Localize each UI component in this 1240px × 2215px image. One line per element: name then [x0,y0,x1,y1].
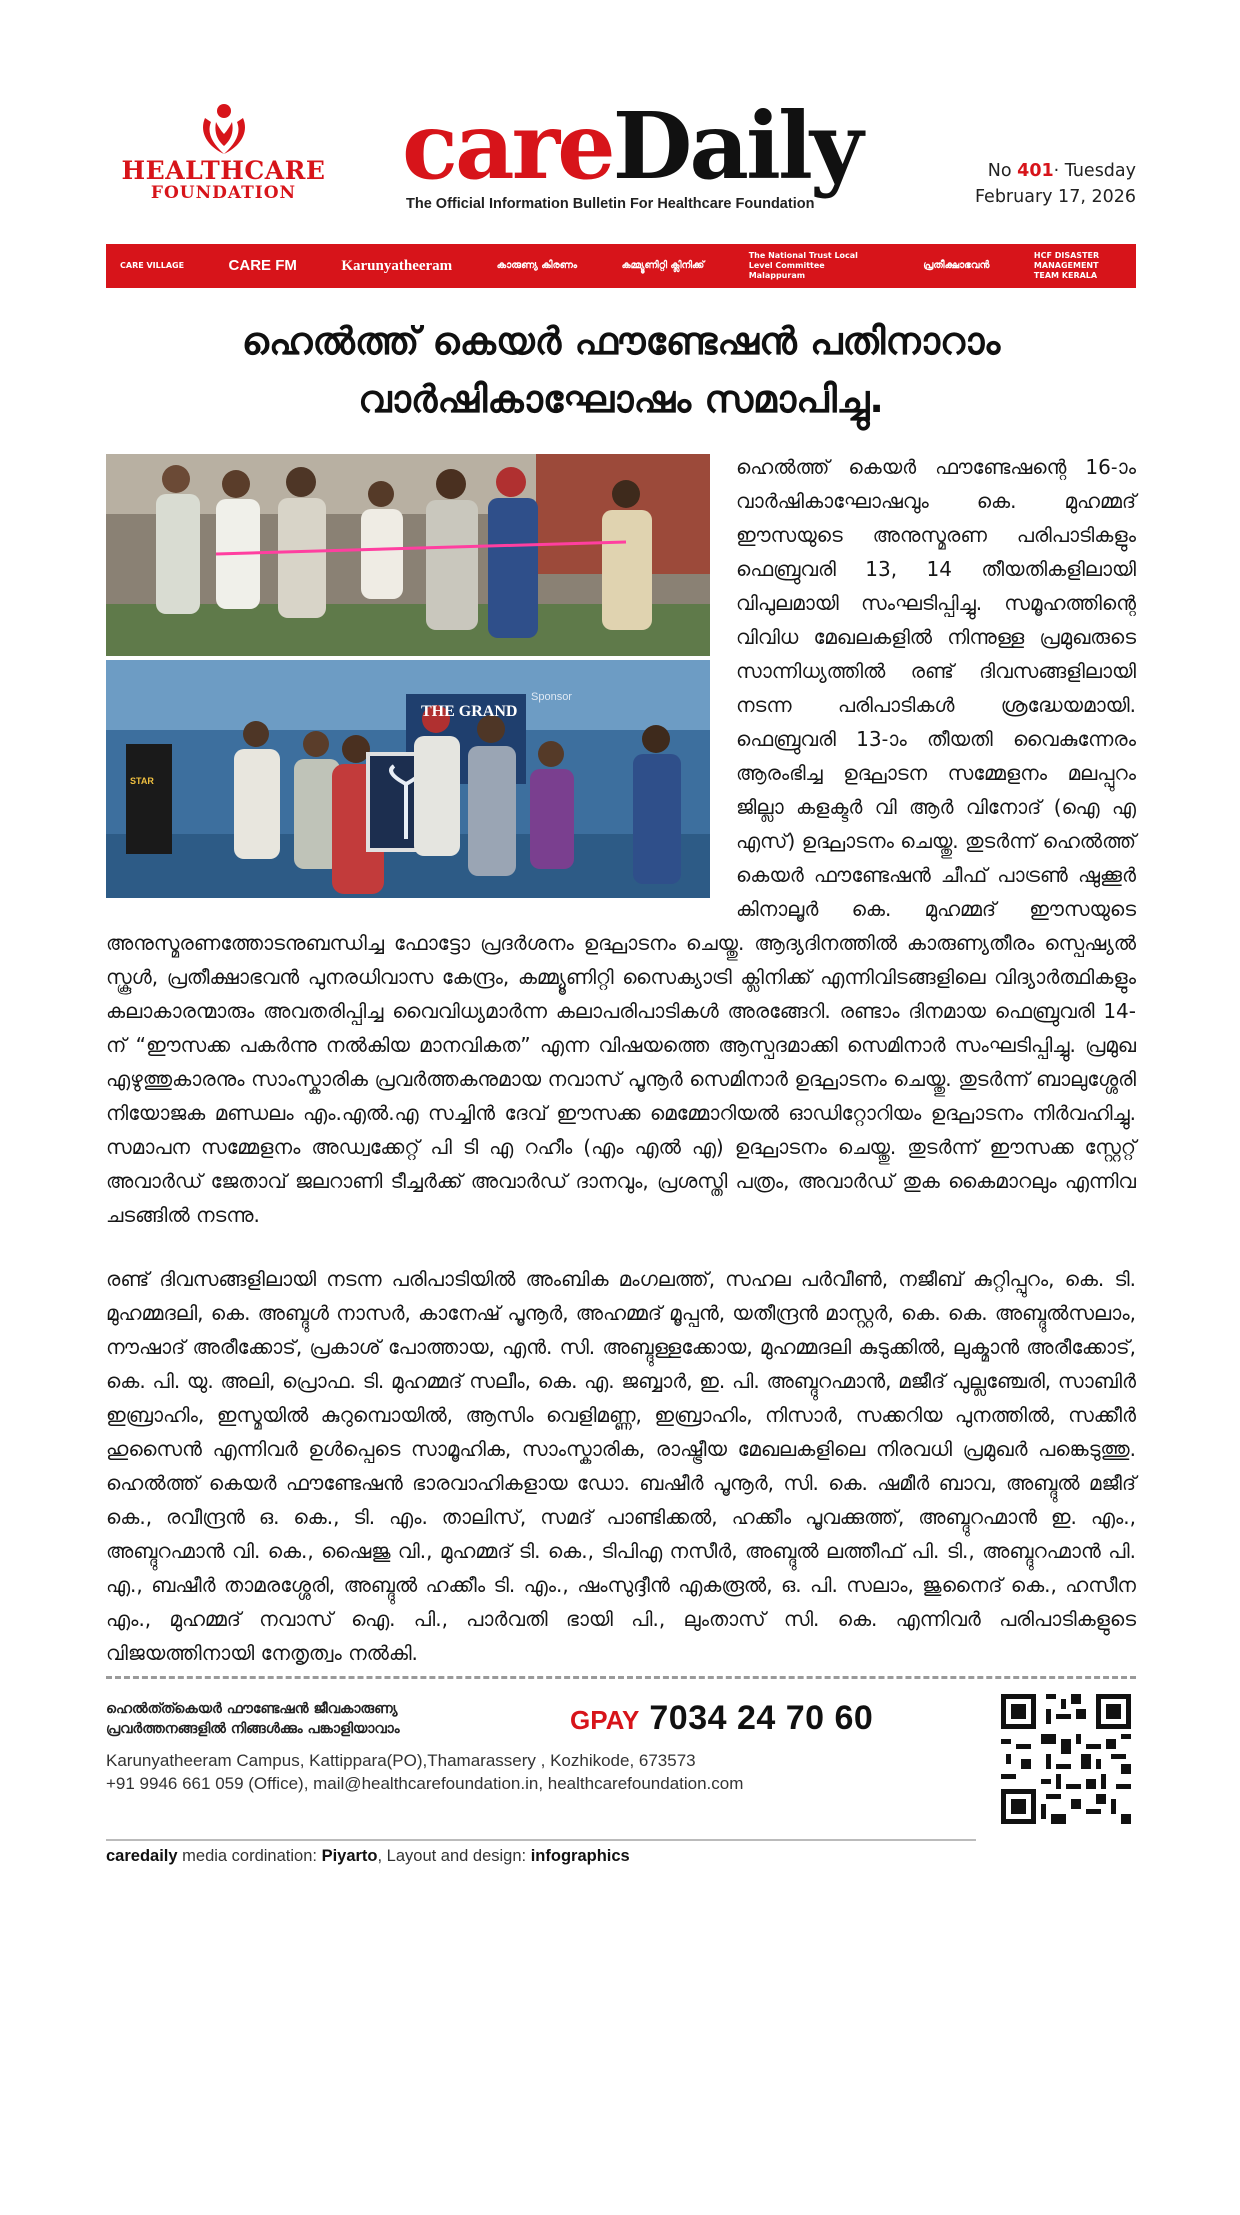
logo-line-2: FOUNDATION [150,183,297,203]
appeal-line-2: പ്രവർത്തനങ്ങളിൽ നിങ്ങൾക്കും പങ്കാളിയാവാം [106,1721,400,1737]
credit-name-2: infographics [530,1847,630,1865]
article [106,450,1136,1670]
logo-line-1: HEALTHCARE [121,156,326,185]
issue-info [946,158,1136,210]
footer-divider [106,1676,1136,1679]
article-paragraph-1: ഹെൽത്ത് കെയർ ഫൗണ്ടേഷന്റെ 16-ാം വാർഷികാഘോഷവും കെ. മുഹമ്മദ് ഈസയുടെ അനുസ്മരണ പരിപാടികളും ഫെബ്രുവരി 13, 14 തീയതികളിലായി വിപുലമായി സംഘടിപ്പിച്ചു. സമൂഹത്തിന്റെ വിവിധ മേഖലകളിൽ നിന്നുള്ള പ്രമുഖരുടെ സാന്നിധ്യത്തിൽ രണ്ട് ദിവസങ്ങളിലായി നടന്ന പരിപാടികൾ ശ്രദ്ധേയമായി. ഫെബ്രുവരി 13-ാം തീയതി വൈകുന്നേരം ആരംഭിച്ച ഉദ്ഘാടന സമ്മേളനം മലപ്പുറം ജില്ലാ കളക്ടർ വി ആർ വിനോദ് (ഐ എ എസ്) ഉദ്ഘാടനം ചെയ്തു. തുടർന്ന് ഹെൽത്ത് കെയർ ഫൗണ്ടേഷൻ ചീഫ് പാട്രൺ ഷുക്കൂർ കിനാലൂർ കെ. മുഹമ്മദ് ഈസയുടെ അനുസ്മരണത്തോടനുബന്ധിച്ച ഫോട്ടോ പ്രദർശനം ഉദ്ഘാടനം ചെയ്തു. ആദ്യദിനത്തിൽ കാരുണ്യതീരം സ്പെഷ്യൽ സ്കൂൾ, പ്രതീക്ഷാഭവൻ പുനരധിവാസ കേന്ദ്രം, കമ്മ്യൂണിറ്റി സൈക്യാട്രി ക്ലിനിക്ക് എന്നിവിടങ്ങളിലെ വിദ്യാർത്ഥികളും കലാകാരന്മാരും അവതരിപ്പിച്ച വൈവിധ്യമാർന്ന കലാപരിപാടികൾ അരങ്ങേറി. രണ്ടാം ദിനമായ ഫെബ്രുവരി 14-ന് “ഈസക്ക പകർന്നു നൽകിയ മാനവികത” എന്ന വിഷയത്തെ ആസ്പദമാക്കി സെമിനാർ സംഘടിപ്പിച്ചു. പ്രമുഖ എഴുത്തുകാരനും സാംസ്കാരിക പ്രവർത്തകനുമായ നവാസ് പൂനൂർ സെമിനാർ ഉദ്ഘാടനം ചെയ്തു. തുടർന്ന് ബാലുശ്ശേരി നിയോജക മണ്ഡലം എം.എൽ.എ സച്ചിൻ ദേവ് ഈസക്ക മെമ്മോറിയൽ ഓഡിറ്റോറിയം ഉദ്ഘാടനം നിർവഹിച്ചു. സമാപന സമ്മേളനം അഡ്വക്കേറ്റ് പി ടി എ റഹീം (എം എൽ എ) ഉദ്ഘാടനം ചെയ്തു. തുടർന്ന് ഈസക്ക സ്റ്റേറ്റ് അവാർഡ് ജേതാവ് ജലറാണി ടീച്ചർക്ക് അവാർഡ് ദാനവും, പ്രശസ്തി പത്രം, അവാർഡ് തുക കൈമാറലും എന്നിവ ചടങ്ങിൽ നടന്നു. [106,455,1136,1227]
credit-name-1: Piyarto [321,1847,378,1865]
address-block [106,1749,743,1795]
title-block [402,92,942,212]
gpay-number[interactable]: 7034 24 70 60 [649,1699,874,1737]
headline-line-2: വാർഷികാഘോഷം സമാപിച്ചു. [358,377,884,421]
issue-date: February 17, 2026 [974,187,1136,207]
partner-strip [106,244,1136,288]
issue-day: · Tuesday [1053,161,1136,181]
partner-pratheekshabhavan: പ്രതീക്ഷാഭവൻ [923,260,990,271]
headline-line-1: ഹെൽത്ത് കെയർ ഫൗണ്ടേഷൻ പതിനാറാം [241,319,1001,363]
heart-hands-icon [199,102,249,156]
tagline: The Official Information Bulletin For Healthcare Foundation [406,196,815,212]
newsletter-page [106,90,1136,1866]
donation-appeal [106,1699,400,1739]
credits-line [106,1839,976,1866]
event-photo [106,454,710,898]
title-daily: Daily [612,92,861,200]
partner-karunya-kiranam: കാരുണ്യ കിരണം [496,260,578,271]
title-care: care [402,92,613,200]
qr-code-icon[interactable] [996,1689,1136,1829]
appeal-line-1: ഹെൽത്ത്കെയർ ഫൗണ്ടേഷൻ ജീവകാരുണ്യ [106,1701,398,1717]
contact-info[interactable]: +91 9946 661 059 (Office), mail@healthcarefoundation.in, healthcarefoundation.com [106,1774,744,1793]
credit-brand: caredaily [106,1847,178,1865]
photo-lectern-brand: STAR [130,776,154,786]
partner-care-village: CARE VILLAGE [120,261,185,270]
issue-number: 401 [1017,161,1054,181]
photo-banner-brand: THE GRAND [421,703,518,720]
issue-prefix: No [987,161,1018,181]
credit-text-2: , Layout and design: [377,1847,531,1865]
postal-address: Karunyatheeram Campus, Kattippara(PO),Thamarassery , Kozhikode, 673573 [106,1751,696,1770]
publication-title [402,92,942,200]
gpay-block [570,1699,873,1738]
healthcare-foundation-logo [106,102,341,202]
partner-community-clinic: കമ്മ്യൂണിറ്റി ക്ലിനിക്ക് [621,260,705,271]
event-photo-collage [106,454,710,898]
gpay-label: GPAY [570,1705,640,1735]
footer [106,1689,1136,1839]
masthead [106,90,1136,240]
partner-care-fm: CARE FM [228,257,297,274]
photo-sponsor-text: Sponsor [531,691,572,703]
credit-text-1: media cordination: [177,1847,322,1865]
article-paragraph-2: രണ്ട് ദിവസങ്ങളിലായി നടന്ന പരിപാടിയിൽ അംബിക മംഗലത്ത്, സഹല പർവീൺ, നജീബ് കുറ്റിപ്പുറം, കെ. ടി. മുഹമ്മദലി, കെ. അബ്ദുൾ നാസർ, കാനേഷ് പൂനൂർ, അഹമ്മദ് മൂപ്പൻ, യതീന്ദ്രൻ മാസ്റ്റർ, കെ. കെ. അബ്ദുൽസലാം, നൗഷാദ് അരീക്കോട്, പ്രകാശ് പോത്തായ, എൻ. സി. അബ്ദുള്ളക്കോയ, മുഹമ്മദലി കുടുക്കിൽ, ലുക്മാൻ അരീക്കോട്, കെ. പി. യു. അലി, പ്രൊഫ. ടി. മുഹമ്മദ് സലീം, കെ. എ. ജബ്ബാർ, ഇ. പി. അബ്ദുറഹ്മാൻ, മജീദ് പുല്ലഞ്ചേരി, സാബിർ ഇബ്രാഹിം, ഇസ്മയിൽ കുറുമ്പൊയിൽ, ആസിം വെളിമണ്ണ, ഇബ്രാഹിം, നിസാർ, സക്കറിയ പുനത്തിൽ, സക്കീർ ഹുസൈൻ എന്നിവർ ഉൾപ്പെടെ സാമൂഹിക, സാംസ്കാരിക, രാഷ്ട്രീയ മേഖലകളിലെ നിരവധി പ്രമുഖർ പങ്കെടുത്തു. ഹെൽത്ത് കെയർ ഫൗണ്ടേഷൻ ഭാരവാഹികളായ ഡോ. ബഷീർ പൂനൂർ, സി. കെ. ഷമീർ ബാവ, അബ്ദുൽ മജീദ് കെ., രവീന്ദ്രൻ ഒ. കെ., ടി. എം. താലിസ്, സമദ് പാണ്ടിക്കൽ, ഹക്കീം പൂവക്കുത്ത്, അബ്ദുറഹ്മാൻ ഇ. എം., അബ്ദുറഹ്മാൻ വി. കെ., ഷൈജു വി., മുഹമ്മദ് ടി. കെ., ടിപിഎ നസീർ, അബ്ദുൽ ലത്തീഫ് പി. ടി., അബ്ദുറഹ്മാൻ പി. എ., ബഷീർ താമരശ്ശേരി, അബ്ദുൽ ഹക്കീം ടി. എം., ഷംസുദ്ദീൻ എകരൂൽ, ഒ. പി. സലാം, ജുനൈദ് കെ., ഹസീന എം., മുഹമ്മദ് നവാസ് ഐ. പി., പാർവതി ഭായി പി., ലുംതാസ് സി. കെ. എന്നിവർ പരിപാടികളുടെ വിജയത്തിനായി നേതൃത്വം നൽകി. [106,1267,1136,1665]
partner-karunyatheeram: Karunyatheeram [341,258,453,274]
partner-national-trust: The National Trust Local Level Committee Malappuram [748,251,858,280]
headline [106,312,1136,428]
partner-disaster-management: HCF DISASTER MANAGEMENT TEAM KERALA [1033,251,1100,280]
